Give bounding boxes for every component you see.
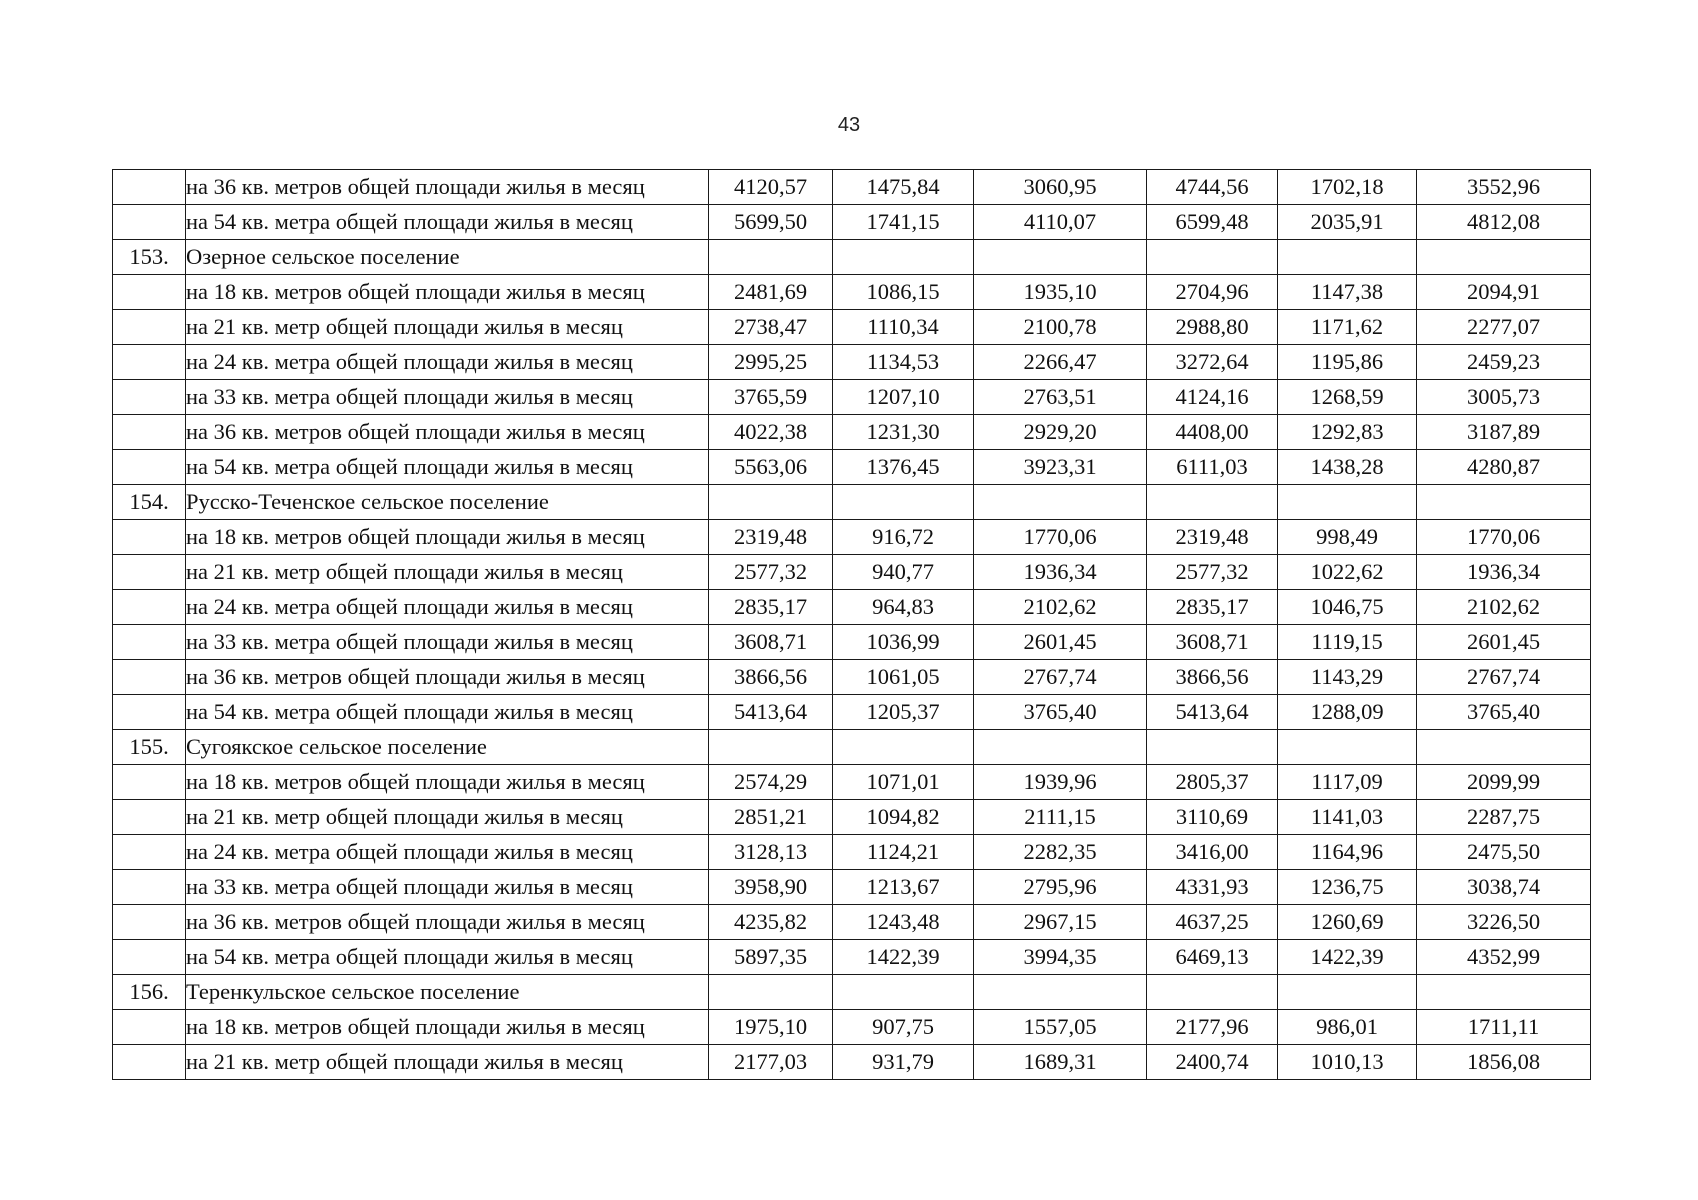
value-cell: 3060,95 — [974, 170, 1147, 205]
value-cell: 1171,62 — [1278, 310, 1417, 345]
row-number-cell — [113, 590, 186, 625]
value-cell: 1268,59 — [1278, 380, 1417, 415]
tariff-table — [112, 169, 1591, 1080]
value-cell: 2094,91 — [1417, 275, 1591, 310]
value-cell: 2102,62 — [974, 590, 1147, 625]
row-description-cell: на 24 кв. метра общей площади жилья в месяц — [186, 590, 709, 625]
value-cell: 3765,40 — [1417, 695, 1591, 730]
value-cell: 4637,25 — [1147, 905, 1278, 940]
row-number-cell — [113, 205, 186, 240]
value-cell: 1213,67 — [833, 870, 974, 905]
table-row — [113, 660, 1591, 695]
table-row — [113, 835, 1591, 870]
row-description-cell: Озерное сельское поселение — [186, 240, 709, 275]
value-cell: 2988,80 — [1147, 310, 1278, 345]
value-cell: 916,72 — [833, 520, 974, 555]
value-cell — [1147, 975, 1278, 1010]
value-cell: 5699,50 — [709, 205, 833, 240]
table-row — [113, 905, 1591, 940]
value-cell: 4408,00 — [1147, 415, 1278, 450]
row-number-cell — [113, 170, 186, 205]
value-cell — [833, 975, 974, 1010]
value-cell: 5413,64 — [709, 695, 833, 730]
value-cell: 2177,96 — [1147, 1010, 1278, 1045]
value-cell: 1936,34 — [974, 555, 1147, 590]
value-cell: 5563,06 — [709, 450, 833, 485]
value-cell: 1164,96 — [1278, 835, 1417, 870]
value-cell: 2287,75 — [1417, 800, 1591, 835]
row-description-cell: на 54 кв. метра общей площади жилья в месяц — [186, 695, 709, 730]
value-cell: 1438,28 — [1278, 450, 1417, 485]
value-cell: 3765,40 — [974, 695, 1147, 730]
value-cell: 3866,56 — [1147, 660, 1278, 695]
row-description-cell: на 18 кв. метров общей площади жилья в месяц — [186, 520, 709, 555]
value-cell: 1236,75 — [1278, 870, 1417, 905]
table-row — [113, 695, 1591, 730]
value-cell: 1231,30 — [833, 415, 974, 450]
row-number-cell — [113, 765, 186, 800]
value-cell: 1702,18 — [1278, 170, 1417, 205]
value-cell: 3994,35 — [974, 940, 1147, 975]
row-description-cell: на 33 кв. метра общей площади жилья в месяц — [186, 380, 709, 415]
value-cell: 4812,08 — [1417, 205, 1591, 240]
value-cell: 1975,10 — [709, 1010, 833, 1045]
row-description-cell: на 24 кв. метра общей площади жилья в месяц — [186, 835, 709, 870]
value-cell: 1207,10 — [833, 380, 974, 415]
table-row — [113, 730, 1591, 765]
row-number-cell — [113, 310, 186, 345]
value-cell: 4235,82 — [709, 905, 833, 940]
value-cell: 2995,25 — [709, 345, 833, 380]
value-cell: 1288,09 — [1278, 695, 1417, 730]
value-cell: 2319,48 — [709, 520, 833, 555]
value-cell — [1417, 485, 1591, 520]
value-cell: 3765,59 — [709, 380, 833, 415]
value-cell — [1147, 240, 1278, 275]
value-cell: 2035,91 — [1278, 205, 1417, 240]
value-cell — [1278, 730, 1417, 765]
value-cell: 2100,78 — [974, 310, 1147, 345]
value-cell: 1046,75 — [1278, 590, 1417, 625]
row-description-cell: на 33 кв. метра общей площади жилья в месяц — [186, 870, 709, 905]
value-cell: 2835,17 — [1147, 590, 1278, 625]
value-cell — [833, 485, 974, 520]
table-row — [113, 800, 1591, 835]
value-cell — [709, 975, 833, 1010]
table-row — [113, 555, 1591, 590]
table-row — [113, 170, 1591, 205]
row-number-cell — [113, 345, 186, 380]
row-number-cell — [113, 660, 186, 695]
row-description-cell: на 18 кв. метров общей площади жилья в месяц — [186, 275, 709, 310]
value-cell: 1071,01 — [833, 765, 974, 800]
value-cell: 4124,16 — [1147, 380, 1278, 415]
value-cell: 1935,10 — [974, 275, 1147, 310]
value-cell: 1061,05 — [833, 660, 974, 695]
table-row — [113, 345, 1591, 380]
value-cell: 1856,08 — [1417, 1045, 1591, 1080]
value-cell: 1243,48 — [833, 905, 974, 940]
value-cell: 3128,13 — [709, 835, 833, 870]
value-cell: 907,75 — [833, 1010, 974, 1045]
value-cell: 4110,07 — [974, 205, 1147, 240]
value-cell: 1711,11 — [1417, 1010, 1591, 1045]
value-cell: 2763,51 — [974, 380, 1147, 415]
value-cell: 2704,96 — [1147, 275, 1278, 310]
table-body — [113, 170, 1591, 1080]
row-number-cell — [113, 450, 186, 485]
value-cell: 1292,83 — [1278, 415, 1417, 450]
value-cell — [1278, 240, 1417, 275]
value-cell: 3226,50 — [1417, 905, 1591, 940]
value-cell: 1119,15 — [1278, 625, 1417, 660]
table-row — [113, 1010, 1591, 1045]
value-cell: 4022,38 — [709, 415, 833, 450]
row-number-cell — [113, 275, 186, 310]
value-cell: 964,83 — [833, 590, 974, 625]
value-cell: 4352,99 — [1417, 940, 1591, 975]
value-cell: 1689,31 — [974, 1045, 1147, 1080]
row-description-cell: на 21 кв. метр общей площади жилья в месяц — [186, 800, 709, 835]
value-cell: 3866,56 — [709, 660, 833, 695]
table-row — [113, 450, 1591, 485]
row-number-cell: 156. — [113, 975, 186, 1010]
value-cell: 986,01 — [1278, 1010, 1417, 1045]
value-cell — [1417, 730, 1591, 765]
row-number-cell — [113, 1045, 186, 1080]
value-cell: 1124,21 — [833, 835, 974, 870]
value-cell: 2929,20 — [974, 415, 1147, 450]
row-number-cell — [113, 835, 186, 870]
value-cell: 2795,96 — [974, 870, 1147, 905]
value-cell: 3608,71 — [1147, 625, 1278, 660]
value-cell: 2967,15 — [974, 905, 1147, 940]
value-cell: 2805,37 — [1147, 765, 1278, 800]
value-cell — [1278, 975, 1417, 1010]
value-cell: 1936,34 — [1417, 555, 1591, 590]
row-description-cell: на 21 кв. метр общей площади жилья в месяц — [186, 310, 709, 345]
row-number-cell — [113, 625, 186, 660]
table-row — [113, 940, 1591, 975]
value-cell: 1134,53 — [833, 345, 974, 380]
row-number-cell: 154. — [113, 485, 186, 520]
row-number-cell — [113, 870, 186, 905]
value-cell: 2266,47 — [974, 345, 1147, 380]
row-description-cell: на 36 кв. метров общей площади жилья в месяц — [186, 905, 709, 940]
value-cell — [709, 240, 833, 275]
row-description-cell: на 18 кв. метров общей площади жилья в месяц — [186, 1010, 709, 1045]
row-number-cell: 153. — [113, 240, 186, 275]
value-cell: 2767,74 — [1417, 660, 1591, 695]
row-description-cell: на 21 кв. метр общей площади жилья в месяц — [186, 555, 709, 590]
page-number: 43 — [837, 114, 861, 136]
value-cell: 3272,64 — [1147, 345, 1278, 380]
value-cell: 4120,57 — [709, 170, 833, 205]
value-cell: 2400,74 — [1147, 1045, 1278, 1080]
value-cell: 2102,62 — [1417, 590, 1591, 625]
value-cell: 2099,99 — [1417, 765, 1591, 800]
value-cell: 2835,17 — [709, 590, 833, 625]
value-cell: 6599,48 — [1147, 205, 1278, 240]
row-description-cell: на 36 кв. метров общей площади жилья в месяц — [186, 415, 709, 450]
table-row — [113, 1045, 1591, 1080]
value-cell: 2481,69 — [709, 275, 833, 310]
value-cell: 1475,84 — [833, 170, 974, 205]
value-cell: 2574,29 — [709, 765, 833, 800]
value-cell: 1770,06 — [1417, 520, 1591, 555]
value-cell: 2277,07 — [1417, 310, 1591, 345]
table-row — [113, 520, 1591, 555]
value-cell: 2319,48 — [1147, 520, 1278, 555]
value-cell: 1143,29 — [1278, 660, 1417, 695]
table-row — [113, 380, 1591, 415]
row-description-cell: на 54 кв. метра общей площади жилья в месяц — [186, 205, 709, 240]
value-cell: 2177,03 — [709, 1045, 833, 1080]
value-cell: 3038,74 — [1417, 870, 1591, 905]
value-cell: 1422,39 — [1278, 940, 1417, 975]
value-cell — [974, 240, 1147, 275]
value-cell — [974, 730, 1147, 765]
table-row — [113, 590, 1591, 625]
table-row — [113, 205, 1591, 240]
value-cell: 1422,39 — [833, 940, 974, 975]
value-cell: 1036,99 — [833, 625, 974, 660]
value-cell — [1147, 730, 1278, 765]
value-cell: 1117,09 — [1278, 765, 1417, 800]
value-cell: 6469,13 — [1147, 940, 1278, 975]
value-cell — [1278, 485, 1417, 520]
value-cell — [1417, 240, 1591, 275]
row-number-cell — [113, 555, 186, 590]
row-description-cell: на 54 кв. метра общей площади жилья в месяц — [186, 940, 709, 975]
value-cell: 2851,21 — [709, 800, 833, 835]
value-cell: 4331,93 — [1147, 870, 1278, 905]
value-cell: 3416,00 — [1147, 835, 1278, 870]
value-cell: 2111,15 — [974, 800, 1147, 835]
value-cell — [1147, 485, 1278, 520]
value-cell: 3187,89 — [1417, 415, 1591, 450]
value-cell: 3608,71 — [709, 625, 833, 660]
value-cell: 2601,45 — [1417, 625, 1591, 660]
row-number-cell — [113, 520, 186, 555]
value-cell: 2577,32 — [1147, 555, 1278, 590]
value-cell: 1022,62 — [1278, 555, 1417, 590]
row-description-cell: на 36 кв. метров общей площади жилья в месяц — [186, 660, 709, 695]
table-row — [113, 415, 1591, 450]
row-number-cell — [113, 380, 186, 415]
value-cell: 1770,06 — [974, 520, 1147, 555]
value-cell: 3110,69 — [1147, 800, 1278, 835]
row-description-cell: Сугоякское сельское поселение — [186, 730, 709, 765]
table-row — [113, 870, 1591, 905]
value-cell: 1094,82 — [833, 800, 974, 835]
value-cell: 2459,23 — [1417, 345, 1591, 380]
table-row — [113, 625, 1591, 660]
value-cell: 2475,50 — [1417, 835, 1591, 870]
table-row — [113, 765, 1591, 800]
row-number-cell — [113, 800, 186, 835]
row-description-cell: на 18 кв. метров общей площади жилья в месяц — [186, 765, 709, 800]
value-cell: 1376,45 — [833, 450, 974, 485]
value-cell: 2577,32 — [709, 555, 833, 590]
value-cell — [709, 485, 833, 520]
row-description-cell: на 24 кв. метра общей площади жилья в месяц — [186, 345, 709, 380]
value-cell: 1260,69 — [1278, 905, 1417, 940]
value-cell: 5897,35 — [709, 940, 833, 975]
value-cell: 1195,86 — [1278, 345, 1417, 380]
row-number-cell — [113, 695, 186, 730]
value-cell — [709, 730, 833, 765]
value-cell: 1141,03 — [1278, 800, 1417, 835]
row-number-cell — [113, 940, 186, 975]
value-cell: 1557,05 — [974, 1010, 1147, 1045]
value-cell: 1147,38 — [1278, 275, 1417, 310]
value-cell: 4280,87 — [1417, 450, 1591, 485]
value-cell — [833, 240, 974, 275]
row-number-cell: 155. — [113, 730, 186, 765]
row-description-cell: на 33 кв. метра общей площади жилья в месяц — [186, 625, 709, 660]
value-cell: 998,49 — [1278, 520, 1417, 555]
value-cell: 3958,90 — [709, 870, 833, 905]
value-cell: 1205,37 — [833, 695, 974, 730]
value-cell: 5413,64 — [1147, 695, 1278, 730]
value-cell: 2601,45 — [974, 625, 1147, 660]
value-cell: 2738,47 — [709, 310, 833, 345]
table-row — [113, 975, 1591, 1010]
value-cell: 931,79 — [833, 1045, 974, 1080]
row-description-cell: на 36 кв. метров общей площади жилья в месяц — [186, 170, 709, 205]
value-cell: 2282,35 — [974, 835, 1147, 870]
value-cell: 1110,34 — [833, 310, 974, 345]
row-number-cell — [113, 905, 186, 940]
value-cell: 6111,03 — [1147, 450, 1278, 485]
row-number-cell — [113, 1010, 186, 1045]
value-cell: 1939,96 — [974, 765, 1147, 800]
value-cell: 4744,56 — [1147, 170, 1278, 205]
table-row — [113, 485, 1591, 520]
value-cell: 1010,13 — [1278, 1045, 1417, 1080]
value-cell: 940,77 — [833, 555, 974, 590]
table-row — [113, 275, 1591, 310]
value-cell: 1741,15 — [833, 205, 974, 240]
row-description-cell: на 21 кв. метр общей площади жилья в месяц — [186, 1045, 709, 1080]
value-cell — [1417, 975, 1591, 1010]
value-cell: 2767,74 — [974, 660, 1147, 695]
value-cell: 1086,15 — [833, 275, 974, 310]
value-cell — [833, 730, 974, 765]
value-cell — [974, 485, 1147, 520]
row-description-cell: на 54 кв. метра общей площади жилья в месяц — [186, 450, 709, 485]
value-cell — [974, 975, 1147, 1010]
value-cell: 3552,96 — [1417, 170, 1591, 205]
table-row — [113, 310, 1591, 345]
value-cell: 3923,31 — [974, 450, 1147, 485]
row-description-cell: Теренкульское сельское поселение — [186, 975, 709, 1010]
row-description-cell: Русско-Теченское сельское поселение — [186, 485, 709, 520]
row-number-cell — [113, 415, 186, 450]
value-cell: 3005,73 — [1417, 380, 1591, 415]
table-row — [113, 240, 1591, 275]
